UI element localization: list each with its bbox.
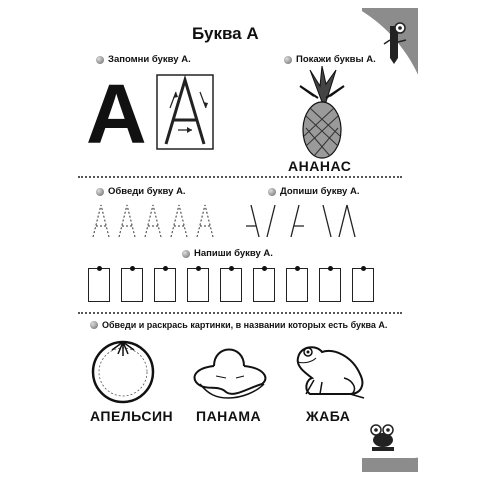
word-panama: ПАНАМА <box>196 408 262 424</box>
trace-letter-cell[interactable] <box>118 204 136 238</box>
word-orange: АПЕЛЬСИН <box>90 408 174 424</box>
instruction-text: Запомни букву А. <box>108 54 191 65</box>
worksheet-page <box>62 8 418 472</box>
complete-letter-cell[interactable] <box>314 204 332 238</box>
write-letter-box[interactable] <box>352 268 374 302</box>
panama-hat-picture[interactable] <box>186 336 272 402</box>
write-letter-box[interactable] <box>319 268 341 302</box>
bullet-icon <box>90 321 98 329</box>
orange-picture[interactable] <box>88 338 158 404</box>
word-toad: ЖАБА <box>306 408 351 424</box>
write-letter-box[interactable] <box>253 268 275 302</box>
instruction-complete <box>268 186 359 197</box>
complete-letter-cell[interactable] <box>266 204 284 238</box>
bullet-icon <box>182 250 190 258</box>
page-number: 3 <box>399 418 406 430</box>
instruction-trace <box>96 186 186 197</box>
mascot-pencil-icon <box>382 20 408 64</box>
write-letter-box[interactable] <box>220 268 242 302</box>
instruction-remember <box>96 54 191 65</box>
instruction-text: Обведи и раскрась картинки, в названии которых есть буква А. <box>102 320 388 330</box>
instruction-text: Покажи буквы А. <box>296 54 376 65</box>
instruction-text: Напиши букву А. <box>194 248 273 259</box>
bullet-icon <box>96 188 104 196</box>
instruction-write <box>182 248 273 259</box>
page-title: Буква А <box>192 24 259 43</box>
complete-letter-cell[interactable] <box>338 204 356 238</box>
big-letter-a: A <box>86 67 145 161</box>
write-row <box>88 268 385 302</box>
word-pineapple: АНАНАС <box>288 158 352 174</box>
stroke-order-diagram <box>156 74 214 150</box>
complete-letter-cell[interactable] <box>242 204 260 238</box>
bullet-icon <box>268 188 276 196</box>
instruction-text: Обведи букву А. <box>108 186 186 197</box>
trace-row <box>92 204 222 238</box>
dotted-divider <box>78 312 402 314</box>
write-letter-box[interactable] <box>286 268 308 302</box>
complete-row <box>242 204 362 238</box>
complete-letter-cell[interactable] <box>290 204 308 238</box>
write-letter-box[interactable] <box>88 268 110 302</box>
trace-letter-cell[interactable] <box>92 204 110 238</box>
trace-letter-cell[interactable] <box>144 204 162 238</box>
trace-letter-cell[interactable] <box>196 204 214 238</box>
write-letter-box[interactable] <box>121 268 143 302</box>
instruction-show <box>284 54 376 65</box>
instruction-color <box>90 320 387 330</box>
toad-picture[interactable] <box>294 336 374 402</box>
bullet-icon <box>284 56 292 64</box>
mascot-bug-icon <box>366 420 400 454</box>
instruction-text: Допиши букву А. <box>280 186 360 197</box>
write-letter-box[interactable] <box>154 268 176 302</box>
pineapple-picture <box>296 66 348 160</box>
bullet-icon <box>96 56 104 64</box>
write-letter-box[interactable] <box>187 268 209 302</box>
dotted-divider <box>78 176 402 178</box>
trace-letter-cell[interactable] <box>170 204 188 238</box>
